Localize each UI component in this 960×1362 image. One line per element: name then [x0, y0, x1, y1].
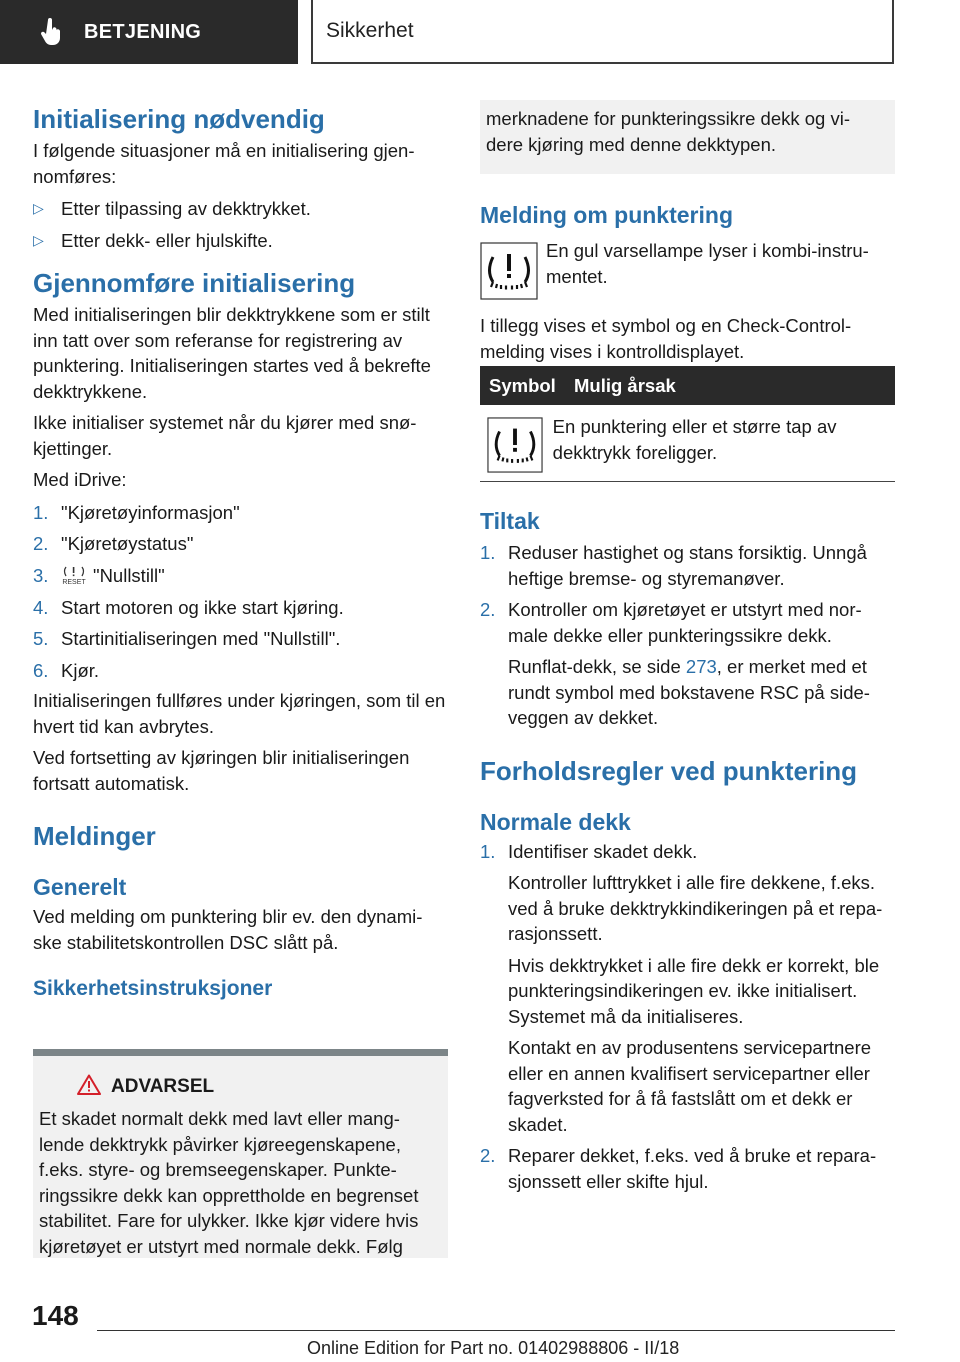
after-text-2: Ved fortsetting av kjøringen blir initialiseringen fortsatt automatisk. [33, 747, 410, 794]
idrive-steps [33, 500, 449, 684]
list-item: 1. Reduser hastighet og stans forsiktig. Unngå heftige bremse- og styremanøver. [480, 542, 867, 589]
puncture-lamp-row [480, 238, 895, 305]
column-header-cause: Mulig årsak [574, 374, 676, 396]
table-row [480, 405, 895, 482]
heading-messages: Meldinger [33, 821, 156, 852]
init-list [33, 196, 449, 253]
puncture-lamp-text: En gul varsellampe lyser i kombi-instru-mentet. [546, 240, 869, 287]
heading-precautions: Forholdsregler ved punktering [480, 755, 858, 786]
heading-general: Generelt [33, 874, 127, 901]
page-link[interactable]: 273 [685, 656, 717, 677]
chapter-title: Sikkerhet [326, 19, 414, 42]
table-cell-cause: En punktering eller et større tap av dekktrykk foreligger. [552, 416, 837, 463]
column-header-symbol: Symbol [489, 374, 556, 396]
list-item: 1. Identifiser skadet dekk. Kontroller lufttrykket i alle fire dekkene, f.eks. ved å bruke dekktrykkindikeringen på et repa-rasjonssett. Hvis dekktrykket i alle fire dekk er korrekt, ble punkteringsindikeringen ev. ikke initialisert. Systemet må da initialiseres. Kontakt en av produsentens servicepartnere eller en annen kvalifisert servicepartner eller fagverksted for å få fastslått om et dekk er skadet. [480, 839, 895, 1138]
triangle-bullet-icon: ▷ [33, 200, 44, 216]
list-subtext: Hvis dekktrykket i alle fire dekk er korrekt, ble punkteringsindikeringen ev. ikke initialisert. Systemet må da initialiseres. [508, 954, 880, 1027]
triangle-bullet-icon: ▷ [33, 231, 44, 248]
section-title: BETJENING [84, 20, 202, 43]
footer-divider [97, 1330, 895, 1331]
chapter-tab [311, 0, 894, 64]
warning-triangle-icon [77, 1074, 101, 1100]
list-item: 4. Start motoren og ikke start kjøring. [33, 596, 344, 618]
warning-continued-box [480, 100, 895, 174]
perform-text-3: Med iDrive: [33, 469, 127, 490]
heading-safety: Sikkerhetsinstruksjoner [33, 977, 273, 1001]
list-subtext: Kontakt en av produsentens servicepartnere eller en annen kvalifisert servicepartner eller fagverksted for å få fastslått om et dekk er skadet. [508, 1037, 872, 1135]
tire-pressure-warning-icon [480, 238, 546, 305]
heading-init-needed: Initialisering nødvendig [33, 104, 325, 134]
normal-tires-list [480, 839, 895, 1195]
right-column-bottom [480, 506, 895, 1200]
list-item: 2. Kontroller om kjøretøyet er utstyrt med nor-male dekke eller punkteringssikre dekk. Runflat-dekk, se side 273, er merket med et rundt symbol med bokstavene RSC på side-veggen av dekket. [480, 597, 895, 731]
puncture-msg-text: I tillegg vises et symbol og en Check-Control-melding vises i kontrolldisplayet. [480, 315, 852, 362]
warning-continued-text: merknadene for punkteringssikre dekk og vi-dere kjøring med denne dekktypen. [486, 108, 851, 155]
left-column [33, 103, 449, 1003]
measures-list [480, 540, 895, 731]
right-column-top [480, 200, 895, 364]
list-item: 6. Kjør. [33, 659, 100, 681]
warning-label: ADVARSEL [111, 1076, 215, 1097]
list-item: ▷ Etter tilpassing av dekktrykket. [33, 196, 449, 222]
tire-pressure-warning-icon [487, 460, 543, 477]
reset-icon: RESET [61, 565, 87, 589]
after-text-1: Initialiseringen fullføres under kjøringen, som til en hvert tid kan avbrytes. [33, 690, 446, 737]
list-item: 5. Startinitialiseringen med "Nullstill". [33, 628, 341, 650]
table-cell-symbol [480, 405, 553, 478]
heading-measures: Tiltak [480, 508, 540, 534]
runflat-note: Runflat-dekk, se side 273, er merket med et rundt symbol med bokstavene RSC på side-veggen av dekket. [508, 656, 870, 728]
edition-note: Online Edition for Part no. 01402988806 - II/18 [307, 1338, 680, 1358]
warning-title [77, 1074, 440, 1100]
heading-perform-init: Gjennomføre initialisering [33, 268, 356, 298]
heading-normal-tires: Normale dekk [480, 808, 631, 835]
page-number: 148 [32, 1300, 79, 1331]
warning-text: Et skadet normalt dekk med lavt eller mang-lende dekktrykk påvirker kjøreegenskapene, f.eks. styre- og bremseegenskaper. Punkte-ringssikre dekk kan opprettholde en begrenset stabilitet. Fare for ulykker. Ikke kjør videre hvis kjøretøyet er utstyrt med normale dekk. Følg [39, 1108, 419, 1257]
table-header [480, 366, 895, 405]
warning-box [33, 1056, 448, 1258]
list-item: 3. RESET "Nullstill" [33, 563, 449, 589]
list-item: 1. "Kjøretøyinformasjon" [33, 501, 240, 523]
list-item: 2. Reparer dekket, f.eks. ved å bruke et repara-sjonssett eller skifte hjul. [480, 1145, 877, 1192]
list-item: ▷ Etter dekk- eller hjulskifte. [33, 228, 449, 254]
perform-text-1: Med initialiseringen blir dekktrykkene som er stilt inn tatt over som referanse for registrering av punktering. Initialiseringen startes ved å bekrefte dekktrykkene. [33, 304, 431, 402]
symbol-table [480, 366, 895, 482]
list-subtext: Kontroller lufttrykket i alle fire dekkene, f.eks. ved å bruke dekktrykkindikeringen på et repa-rasjonssett. [508, 872, 883, 944]
list-item: 2. "Kjøretøystatus" [33, 533, 194, 554]
heading-puncture-msg: Melding om punktering [480, 202, 733, 228]
hand-pointer-icon [40, 18, 80, 46]
section-tab [0, 0, 298, 64]
general-text: Ved melding om punktering blir ev. den dynami-ske stabilitetskontrollen DSC slått på. [33, 906, 423, 953]
perform-text-2: Ikke initialiser systemet når du kjører med snø-kjettinger. [33, 412, 417, 459]
warning-bar [33, 1049, 448, 1056]
init-intro: I følgende situasjoner må en initialisering gjen-nomføres: [33, 140, 415, 187]
